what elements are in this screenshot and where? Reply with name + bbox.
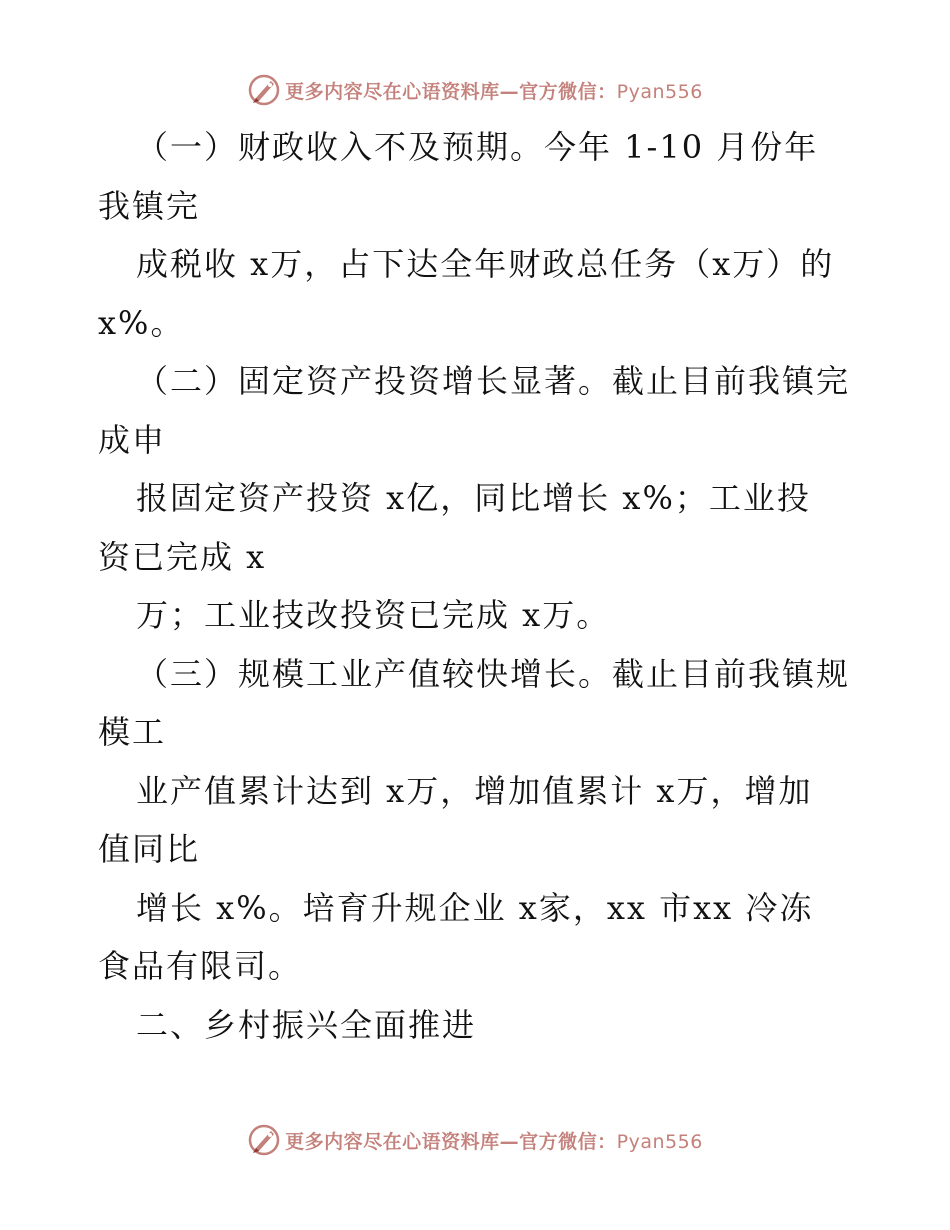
paragraph-line: 成税收 x万，占下达全年财政总任务（x万）的: [136, 245, 835, 283]
paragraph-line: 万；工业技改投资已完成 x万。: [136, 596, 611, 634]
paragraph-line: 报固定资产投资 x亿，同比增长 x%；工业投: [136, 479, 811, 517]
footer-watermark: [0, 1120, 950, 1160]
paragraph-line: 资已完成 x: [98, 537, 267, 576]
paragraph-line: 模工: [98, 713, 167, 751]
paragraph-line: （三）规模工业产值较快增长。截止目前我镇规: [136, 654, 851, 693]
document-body: [98, 118, 858, 1054]
paragraph-line: （二）固定资产投资增长显著。截止目前我镇完: [136, 362, 851, 400]
paragraph-line: 成申: [98, 420, 167, 459]
paragraph-line: 增长 x%。培育升规企业 x家，xx 市xx 冷冻: [136, 888, 814, 927]
paragraph-line: 值同比: [98, 830, 201, 868]
paragraph-line: 我镇完: [98, 186, 201, 225]
quill-pen-logo-icon: [247, 1123, 281, 1157]
paragraph-line: x%。: [98, 303, 185, 342]
paragraph-line: 业产值累计达到 x万，增加值累计 x万，增加: [136, 771, 813, 810]
watermark-text: 更多内容尽在心语资料库—官方微信：Pyan556: [285, 1130, 703, 1153]
paragraph-line: （一）财政收入不及预期。今年 1-10 月份年: [136, 128, 819, 166]
header-watermark: [0, 70, 950, 110]
paragraph-line: 食品有限司。: [98, 947, 303, 985]
watermark-text: 更多内容尽在心语资料库—官方微信：Pyan556: [285, 80, 703, 103]
quill-pen-logo-icon: [247, 73, 281, 107]
section-heading: 二、乡村振兴全面推进: [136, 1005, 477, 1044]
